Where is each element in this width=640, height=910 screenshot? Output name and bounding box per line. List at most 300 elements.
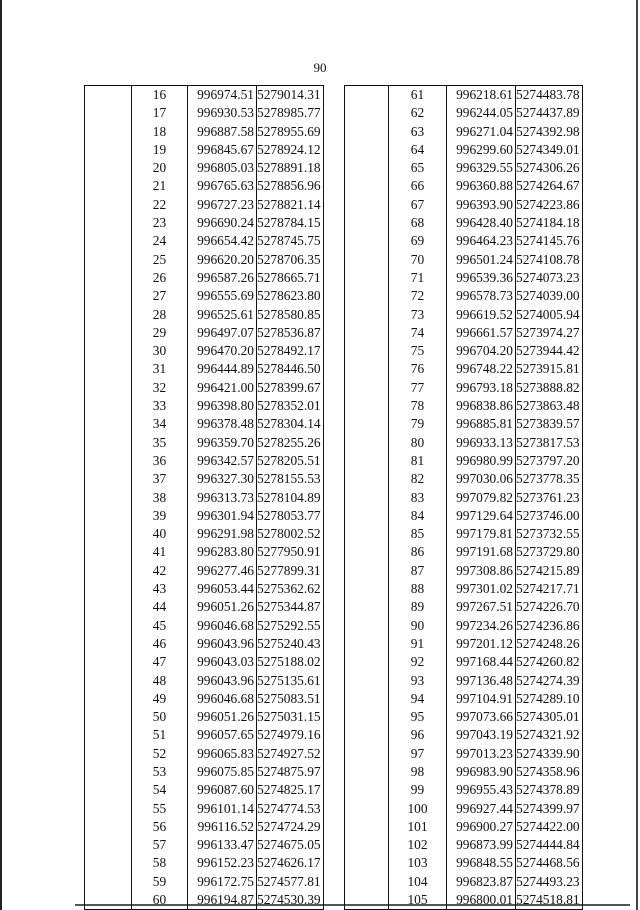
blank-cell	[345, 86, 389, 105]
y-coordinate-cell: 5277950.91	[257, 543, 324, 561]
x-coordinate-cell: 996555.69	[188, 287, 257, 305]
point-number-cell: 41	[132, 543, 188, 561]
x-coordinate-cell: 996046.68	[188, 617, 257, 635]
x-coordinate-cell: 996075.85	[188, 763, 257, 781]
x-coordinate-cell: 997030.06	[447, 470, 516, 488]
x-coordinate-cell: 996900.27	[447, 818, 516, 836]
x-coordinate-cell: 997073.66	[447, 708, 516, 726]
point-number-cell: 23	[132, 214, 188, 232]
blank-cell	[85, 177, 132, 195]
x-coordinate-cell: 996393.90	[447, 196, 516, 214]
blank-cell	[345, 123, 389, 141]
x-coordinate-cell: 997201.12	[447, 635, 516, 653]
y-coordinate-cell: 5274108.78	[516, 251, 583, 269]
table-row	[85, 690, 324, 708]
x-coordinate-cell: 996194.87	[188, 891, 257, 910]
y-coordinate-cell: 5278053.77	[257, 507, 324, 525]
table-row	[85, 269, 324, 287]
y-coordinate-cell: 5273888.82	[516, 379, 583, 397]
point-number-cell: 27	[132, 287, 188, 305]
y-coordinate-cell: 5278665.71	[257, 269, 324, 287]
y-coordinate-cell: 5275083.51	[257, 690, 324, 708]
point-number-cell: 89	[389, 598, 447, 616]
point-number-cell: 67	[389, 196, 447, 214]
point-number-cell: 84	[389, 507, 447, 525]
x-coordinate-cell: 996313.73	[188, 489, 257, 507]
y-coordinate-cell: 5278856.96	[257, 177, 324, 195]
table-row	[345, 543, 583, 561]
table-row	[345, 653, 583, 671]
y-coordinate-cell: 5274530.39	[257, 891, 324, 910]
y-coordinate-cell: 5274217.71	[516, 580, 583, 598]
x-coordinate-cell: 996244.05	[447, 104, 516, 122]
point-number-cell: 37	[132, 470, 188, 488]
table-row	[85, 177, 324, 195]
point-number-cell: 95	[389, 708, 447, 726]
blank-cell	[345, 836, 389, 854]
table-row	[345, 324, 583, 342]
point-number-cell: 87	[389, 562, 447, 580]
y-coordinate-cell: 5274378.89	[516, 781, 583, 799]
blank-cell	[345, 726, 389, 744]
blank-cell	[345, 873, 389, 891]
y-coordinate-cell: 5274399.97	[516, 800, 583, 818]
blank-cell	[85, 470, 132, 488]
table-row	[85, 123, 324, 141]
y-coordinate-cell: 5274264.67	[516, 177, 583, 195]
x-coordinate-cell: 996043.03	[188, 653, 257, 671]
table-row	[345, 708, 583, 726]
x-coordinate-cell: 997079.82	[447, 489, 516, 507]
x-coordinate-cell: 996299.60	[447, 141, 516, 159]
table-row	[85, 214, 324, 232]
point-number-cell: 21	[132, 177, 188, 195]
blank-cell	[345, 452, 389, 470]
blank-cell	[345, 342, 389, 360]
table-row	[345, 470, 583, 488]
x-coordinate-cell: 996765.63	[188, 177, 257, 195]
blank-cell	[85, 306, 132, 324]
point-number-cell: 28	[132, 306, 188, 324]
x-coordinate-cell: 996046.68	[188, 690, 257, 708]
y-coordinate-cell: 5274349.01	[516, 141, 583, 159]
blank-cell	[345, 525, 389, 543]
table-row	[345, 854, 583, 872]
y-coordinate-cell: 5274005.94	[516, 306, 583, 324]
table-row	[345, 836, 583, 854]
y-coordinate-cell: 5274979.16	[257, 726, 324, 744]
table-row	[85, 653, 324, 671]
point-number-cell: 96	[389, 726, 447, 744]
blank-cell	[85, 342, 132, 360]
y-coordinate-cell: 5278492.17	[257, 342, 324, 360]
table-row	[345, 196, 583, 214]
blank-cell	[85, 397, 132, 415]
y-coordinate-cell: 5274145.76	[516, 232, 583, 250]
table-row	[345, 360, 583, 378]
x-coordinate-cell: 996690.24	[188, 214, 257, 232]
point-number-cell: 93	[389, 672, 447, 690]
blank-cell	[345, 507, 389, 525]
blank-cell	[345, 781, 389, 799]
table-row	[345, 251, 583, 269]
blank-cell	[345, 141, 389, 159]
table-row	[345, 726, 583, 744]
blank-cell	[345, 617, 389, 635]
y-coordinate-cell: 5273778.35	[516, 470, 583, 488]
x-coordinate-cell: 996051.26	[188, 598, 257, 616]
point-number-cell: 68	[389, 214, 447, 232]
y-coordinate-cell: 5278352.01	[257, 397, 324, 415]
x-coordinate-cell: 996661.57	[447, 324, 516, 342]
page-number: 90	[313, 60, 327, 75]
table-row	[345, 507, 583, 525]
point-number-cell: 105	[389, 891, 447, 910]
blank-cell	[85, 543, 132, 561]
point-number-cell: 46	[132, 635, 188, 653]
x-coordinate-cell: 996398.80	[188, 397, 257, 415]
y-coordinate-cell: 5274437.89	[516, 104, 583, 122]
blank-cell	[85, 507, 132, 525]
table-row	[345, 672, 583, 690]
blank-cell	[85, 818, 132, 836]
point-number-cell: 91	[389, 635, 447, 653]
blank-cell	[345, 415, 389, 433]
coordinate-table-left	[84, 85, 324, 910]
x-coordinate-cell: 996748.22	[447, 360, 516, 378]
table-row	[345, 635, 583, 653]
table-row	[345, 690, 583, 708]
point-number-cell: 90	[389, 617, 447, 635]
x-coordinate-cell: 996927.44	[447, 800, 516, 818]
table-row	[85, 854, 324, 872]
table-row	[345, 452, 583, 470]
table-row	[345, 818, 583, 836]
point-number-cell: 31	[132, 360, 188, 378]
point-number-cell: 71	[389, 269, 447, 287]
x-coordinate-cell: 996620.20	[188, 251, 257, 269]
blank-cell	[345, 672, 389, 690]
table-row	[345, 415, 583, 433]
table-row	[85, 196, 324, 214]
x-coordinate-cell: 996283.80	[188, 543, 257, 561]
blank-cell	[85, 251, 132, 269]
blank-cell	[345, 708, 389, 726]
x-coordinate-cell: 996360.88	[447, 177, 516, 195]
blank-cell	[345, 214, 389, 232]
y-coordinate-cell: 5274444.84	[516, 836, 583, 854]
y-coordinate-cell: 5278304.14	[257, 415, 324, 433]
table-row	[85, 781, 324, 799]
point-number-cell: 43	[132, 580, 188, 598]
table-row	[345, 86, 583, 105]
blank-cell	[85, 324, 132, 342]
table-row	[85, 543, 324, 561]
blank-cell	[85, 763, 132, 781]
y-coordinate-cell: 5274305.01	[516, 708, 583, 726]
table-row	[85, 452, 324, 470]
point-number-cell: 16	[132, 86, 188, 105]
x-coordinate-cell: 996218.61	[447, 86, 516, 105]
blank-cell	[85, 708, 132, 726]
blank-cell	[85, 854, 132, 872]
table-row	[345, 232, 583, 250]
point-number-cell: 33	[132, 397, 188, 415]
x-coordinate-cell: 996955.43	[447, 781, 516, 799]
table-row	[345, 617, 583, 635]
x-coordinate-cell: 997013.23	[447, 745, 516, 763]
point-number-cell: 98	[389, 763, 447, 781]
blank-cell	[85, 598, 132, 616]
y-coordinate-cell: 5274875.97	[257, 763, 324, 781]
y-coordinate-cell: 5278745.75	[257, 232, 324, 250]
x-coordinate-cell: 997136.48	[447, 672, 516, 690]
x-coordinate-cell: 996654.42	[188, 232, 257, 250]
table-row	[85, 507, 324, 525]
blank-cell	[85, 360, 132, 378]
point-number-cell: 52	[132, 745, 188, 763]
x-coordinate-cell: 996845.67	[188, 141, 257, 159]
point-number-cell: 78	[389, 397, 447, 415]
y-coordinate-cell: 5274039.00	[516, 287, 583, 305]
y-coordinate-cell: 5278399.67	[257, 379, 324, 397]
point-number-cell: 76	[389, 360, 447, 378]
x-coordinate-cell: 996057.65	[188, 726, 257, 744]
table-row	[85, 415, 324, 433]
y-coordinate-cell: 5274321.92	[516, 726, 583, 744]
blank-cell	[345, 562, 389, 580]
point-number-cell: 100	[389, 800, 447, 818]
table-row	[345, 269, 583, 287]
table-row	[85, 672, 324, 690]
blank-cell	[345, 891, 389, 910]
x-coordinate-cell: 996823.87	[447, 873, 516, 891]
x-coordinate-cell: 996933.13	[447, 434, 516, 452]
x-coordinate-cell: 996444.89	[188, 360, 257, 378]
x-coordinate-cell: 996793.18	[447, 379, 516, 397]
y-coordinate-cell: 5273732.55	[516, 525, 583, 543]
blank-cell	[345, 745, 389, 763]
x-coordinate-cell: 996930.53	[188, 104, 257, 122]
blank-cell	[85, 873, 132, 891]
point-number-cell: 47	[132, 653, 188, 671]
point-number-cell: 56	[132, 818, 188, 836]
table-row	[85, 232, 324, 250]
point-number-cell: 62	[389, 104, 447, 122]
blank-cell	[345, 232, 389, 250]
point-number-cell: 73	[389, 306, 447, 324]
y-coordinate-cell: 5274675.05	[257, 836, 324, 854]
x-coordinate-cell: 997129.64	[447, 507, 516, 525]
x-coordinate-cell: 996704.20	[447, 342, 516, 360]
y-coordinate-cell: 5275031.15	[257, 708, 324, 726]
y-coordinate-cell: 5275292.55	[257, 617, 324, 635]
table-row	[85, 818, 324, 836]
y-coordinate-cell: 5274577.81	[257, 873, 324, 891]
x-coordinate-cell: 996301.94	[188, 507, 257, 525]
x-coordinate-cell: 996065.83	[188, 745, 257, 763]
x-coordinate-cell: 996525.61	[188, 306, 257, 324]
point-number-cell: 75	[389, 342, 447, 360]
blank-cell	[85, 232, 132, 250]
table-row	[85, 635, 324, 653]
x-coordinate-cell: 996051.26	[188, 708, 257, 726]
table-row	[85, 287, 324, 305]
blank-cell	[345, 379, 389, 397]
y-coordinate-cell: 5273944.42	[516, 342, 583, 360]
table-row	[345, 379, 583, 397]
table-row	[85, 763, 324, 781]
table-row	[85, 562, 324, 580]
y-coordinate-cell: 5278002.52	[257, 525, 324, 543]
y-coordinate-cell: 5275344.87	[257, 598, 324, 616]
x-coordinate-cell: 996470.20	[188, 342, 257, 360]
x-coordinate-cell: 996359.70	[188, 434, 257, 452]
point-number-cell: 29	[132, 324, 188, 342]
x-coordinate-cell: 996501.24	[447, 251, 516, 269]
y-coordinate-cell: 5273974.27	[516, 324, 583, 342]
x-coordinate-cell: 996277.46	[188, 562, 257, 580]
point-number-cell: 101	[389, 818, 447, 836]
point-number-cell: 64	[389, 141, 447, 159]
table-row	[85, 708, 324, 726]
y-coordinate-cell: 5278821.14	[257, 196, 324, 214]
blank-cell	[345, 854, 389, 872]
blank-cell	[85, 580, 132, 598]
x-coordinate-cell: 997234.26	[447, 617, 516, 635]
blank-cell	[85, 891, 132, 910]
point-number-cell: 34	[132, 415, 188, 433]
table-row	[85, 360, 324, 378]
blank-cell	[85, 562, 132, 580]
blank-cell	[85, 104, 132, 122]
point-number-cell: 42	[132, 562, 188, 580]
blank-cell	[345, 269, 389, 287]
point-number-cell: 26	[132, 269, 188, 287]
table-row	[345, 525, 583, 543]
blank-cell	[345, 177, 389, 195]
point-number-cell: 65	[389, 159, 447, 177]
x-coordinate-cell: 996101.14	[188, 800, 257, 818]
point-number-cell: 53	[132, 763, 188, 781]
y-coordinate-cell: 5278580.85	[257, 306, 324, 324]
blank-cell	[85, 269, 132, 287]
x-coordinate-cell: 996539.36	[447, 269, 516, 287]
table-row	[345, 397, 583, 415]
y-coordinate-cell: 5273729.80	[516, 543, 583, 561]
point-number-cell: 97	[389, 745, 447, 763]
y-coordinate-cell: 5278623.80	[257, 287, 324, 305]
y-coordinate-cell: 5274392.98	[516, 123, 583, 141]
x-coordinate-cell: 997308.86	[447, 562, 516, 580]
x-coordinate-cell: 996043.96	[188, 672, 257, 690]
point-number-cell: 45	[132, 617, 188, 635]
y-coordinate-cell: 5278985.77	[257, 104, 324, 122]
point-number-cell: 77	[389, 379, 447, 397]
y-coordinate-cell: 5274223.86	[516, 196, 583, 214]
blank-cell	[345, 653, 389, 671]
y-coordinate-cell: 5274825.17	[257, 781, 324, 799]
point-number-cell: 54	[132, 781, 188, 799]
x-coordinate-cell: 996133.47	[188, 836, 257, 854]
table-row	[85, 580, 324, 598]
point-number-cell: 17	[132, 104, 188, 122]
y-coordinate-cell: 5278446.50	[257, 360, 324, 378]
table-row	[85, 726, 324, 744]
table-row	[85, 891, 324, 910]
blank-cell	[345, 489, 389, 507]
blank-cell	[345, 434, 389, 452]
y-coordinate-cell: 5274927.52	[257, 745, 324, 763]
table-row	[85, 159, 324, 177]
y-coordinate-cell: 5278924.12	[257, 141, 324, 159]
x-coordinate-cell: 996087.60	[188, 781, 257, 799]
x-coordinate-cell: 996887.58	[188, 123, 257, 141]
point-number-cell: 35	[132, 434, 188, 452]
point-number-cell: 48	[132, 672, 188, 690]
table-row	[85, 598, 324, 616]
table-row	[345, 763, 583, 781]
table-row	[85, 251, 324, 269]
x-coordinate-cell: 996329.55	[447, 159, 516, 177]
y-coordinate-cell: 5278784.15	[257, 214, 324, 232]
x-coordinate-cell: 996727.23	[188, 196, 257, 214]
point-number-cell: 92	[389, 653, 447, 671]
y-coordinate-cell: 5278104.89	[257, 489, 324, 507]
point-number-cell: 24	[132, 232, 188, 250]
y-coordinate-cell: 5273761.23	[516, 489, 583, 507]
point-number-cell: 60	[132, 891, 188, 910]
blank-cell	[345, 635, 389, 653]
table-row	[85, 379, 324, 397]
y-coordinate-cell: 5274236.86	[516, 617, 583, 635]
blank-cell	[345, 287, 389, 305]
blank-cell	[85, 617, 132, 635]
blank-cell	[345, 543, 389, 561]
point-number-cell: 82	[389, 470, 447, 488]
y-coordinate-cell: 5274339.90	[516, 745, 583, 763]
point-number-cell: 61	[389, 86, 447, 105]
point-number-cell: 51	[132, 726, 188, 744]
table-row	[85, 86, 324, 105]
blank-cell	[345, 360, 389, 378]
y-coordinate-cell: 5274274.39	[516, 672, 583, 690]
point-number-cell: 30	[132, 342, 188, 360]
point-number-cell: 72	[389, 287, 447, 305]
scan-edge-right	[636, 0, 638, 910]
x-coordinate-cell: 996421.00	[188, 379, 257, 397]
y-coordinate-cell: 5274289.10	[516, 690, 583, 708]
blank-cell	[85, 434, 132, 452]
table-row	[345, 562, 583, 580]
x-coordinate-cell: 997104.91	[447, 690, 516, 708]
point-number-cell: 104	[389, 873, 447, 891]
point-number-cell: 40	[132, 525, 188, 543]
y-coordinate-cell: 5274215.89	[516, 562, 583, 580]
x-coordinate-cell: 996342.57	[188, 452, 257, 470]
blank-cell	[85, 489, 132, 507]
point-number-cell: 70	[389, 251, 447, 269]
x-coordinate-cell: 997179.81	[447, 525, 516, 543]
y-coordinate-cell: 5273915.81	[516, 360, 583, 378]
y-coordinate-cell: 5273797.20	[516, 452, 583, 470]
point-number-cell: 66	[389, 177, 447, 195]
point-number-cell: 25	[132, 251, 188, 269]
blank-cell	[85, 415, 132, 433]
x-coordinate-cell: 996800.01	[447, 891, 516, 910]
blank-cell	[345, 159, 389, 177]
table-row	[85, 525, 324, 543]
